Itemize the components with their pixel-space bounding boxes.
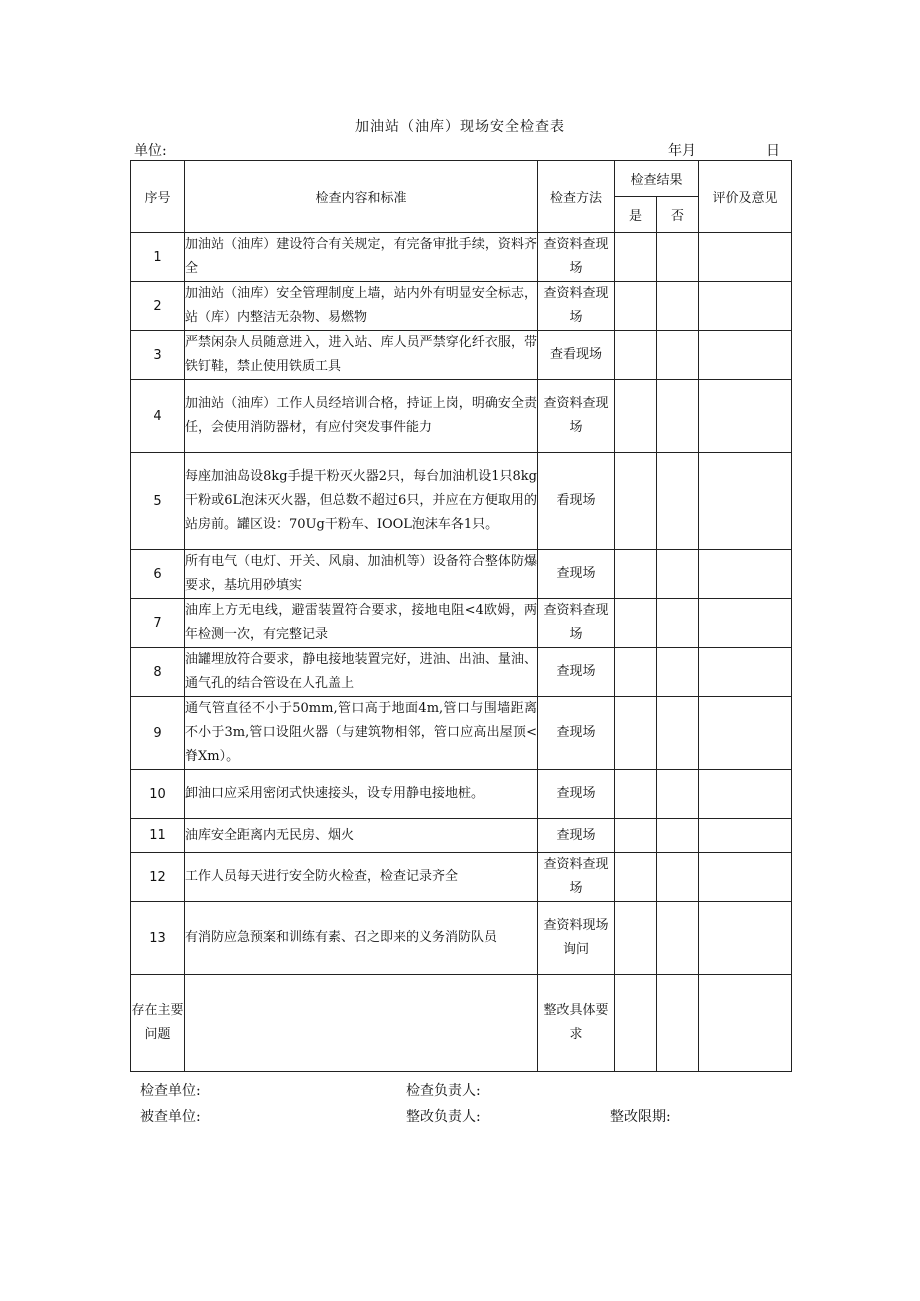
row-content: 所有电气（电灯、开关、风扇、加油机等）设备符合整体防爆要求，基坑用砂填实 [185,550,538,599]
table-row [131,282,792,331]
result-yes-cell[interactable] [615,550,657,599]
result-yes-cell[interactable] [615,770,657,819]
rectify-no-cell[interactable] [657,975,699,1072]
row-content: 油罐埋放符合要求，静电接地装置完好，进油、出油、量油、通气孔的结合管设在人孔盖上 [185,648,538,697]
comments-cell[interactable] [699,902,792,975]
row-content: 工作人员每天进行安全防火检查，检查记录齐全 [185,853,538,902]
result-no-cell[interactable] [657,233,699,282]
result-no-cell[interactable] [657,380,699,453]
row-number: 9 [131,697,185,770]
row-method: 看现场 [538,453,615,550]
result-no-cell[interactable] [657,550,699,599]
comments-cell[interactable] [699,233,792,282]
header-seq: 序号 [131,161,185,233]
result-yes-cell[interactable] [615,233,657,282]
result-yes-cell[interactable] [615,648,657,697]
unit-date-line [134,140,790,158]
result-yes-cell[interactable] [615,902,657,975]
comments-cell[interactable] [699,453,792,550]
table-row [131,770,792,819]
row-method: 查现场 [538,550,615,599]
table-row [131,380,792,453]
row-content: 加油站（油库）工作人员经培训合格，持证上岗，明确安全责任，会使用消防器材，有应付突发事件能力 [185,380,538,453]
row-number: 5 [131,453,185,550]
issues-content-cell[interactable] [185,975,538,1072]
row-number: 4 [131,380,185,453]
row-number: 13 [131,902,185,975]
comments-cell[interactable] [699,697,792,770]
header-no: 否 [657,197,699,233]
result-yes-cell[interactable] [615,599,657,648]
row-method: 查资料查现场 [538,282,615,331]
rectify-yes-cell[interactable] [615,975,657,1072]
result-no-cell[interactable] [657,697,699,770]
row-number: 6 [131,550,185,599]
row-number: 12 [131,853,185,902]
row-number: 8 [131,648,185,697]
comments-cell[interactable] [699,770,792,819]
row-number: 2 [131,282,185,331]
row-method: 查资料查现场 [538,599,615,648]
result-no-cell[interactable] [657,648,699,697]
row-method: 查资料查现场 [538,853,615,902]
header-yes: 是 [615,197,657,233]
row-content: 加油站（油库）建设符合有关规定，有完备审批手续，资料齐全 [185,233,538,282]
row-method: 查资料查现场 [538,233,615,282]
result-yes-cell[interactable] [615,853,657,902]
result-no-cell[interactable] [657,819,699,853]
issues-row [131,975,792,1072]
inspect-unit-label: 检查单位: [140,1083,201,1099]
result-yes-cell[interactable] [615,331,657,380]
rectify-person-label: 整改负责人: [406,1109,481,1125]
row-method: 查现场 [538,648,615,697]
row-method: 查现场 [538,697,615,770]
comments-cell[interactable] [699,331,792,380]
row-content: 严禁闲杂人员随意进入，进入站、库人员严禁穿化纤衣服，带铁钉鞋，禁止使用铁质工具 [185,331,538,380]
table-row [131,599,792,648]
table-row [131,331,792,380]
row-content: 油库上方无电线，避雷装置符合要求，接地电阻<4欧姆，两年检测一次，有完整记录 [185,599,538,648]
row-method: 查现场 [538,819,615,853]
result-yes-cell[interactable] [615,453,657,550]
comments-cell[interactable] [699,380,792,453]
date-day: 日 [766,143,780,159]
date-year-month: 年月 [668,143,696,159]
result-yes-cell[interactable] [615,380,657,453]
row-content: 有消防应急预案和训练有素、召之即来的义务消防队员 [185,902,538,975]
comments-cell[interactable] [699,550,792,599]
result-no-cell[interactable] [657,770,699,819]
comments-cell[interactable] [699,819,792,853]
result-no-cell[interactable] [657,453,699,550]
result-yes-cell[interactable] [615,819,657,853]
header-content: 检查内容和标准 [185,161,538,233]
inspect-person-label: 检查负责人: [406,1083,481,1099]
table-row [131,648,792,697]
comments-cell[interactable] [699,282,792,331]
result-yes-cell[interactable] [615,282,657,331]
row-number: 11 [131,819,185,853]
row-method: 查现场 [538,770,615,819]
row-content: 卸油口应采用密闭式快速接头，设专用静电接地桩。 [185,770,538,819]
issues-label: 存在主要问题 [131,975,185,1072]
header-result: 检查结果 [615,161,699,197]
unit-label: 单位: [134,143,167,159]
table-row [131,819,792,853]
table-row [131,853,792,902]
inspected-unit-label: 被查单位: [140,1109,201,1125]
row-number: 3 [131,331,185,380]
row-method: 查看现场 [538,331,615,380]
result-no-cell[interactable] [657,331,699,380]
row-method: 查资料现场询问 [538,902,615,975]
rectify-label: 整改具体要求 [538,975,615,1072]
comments-cell[interactable] [699,853,792,902]
footer-line-2 [134,1106,790,1126]
row-content: 每座加油岛设8kg手提干粉灭火器2只，每台加油机设1只8kg干粉或6L泡沫灭火器，但总数不超过6只，并应在方便取用的站房前。罐区设：70Ug干粉车、IOOL泡沫车各1只。 [185,453,538,550]
page-title: 加油站（油库）现场安全检查表 [355,119,565,135]
result-no-cell[interactable] [657,282,699,331]
row-content: 油库安全距离内无民房、烟火 [185,819,538,853]
table-row [131,233,792,282]
row-number: 1 [131,233,185,282]
footer-line-1 [134,1080,790,1100]
table-row [131,697,792,770]
row-number: 7 [131,599,185,648]
row-content: 加油站（油库）安全管理制度上墙，站内外有明显安全标志，站（库）内整洁无杂物、易燃物 [185,282,538,331]
result-yes-cell[interactable] [615,697,657,770]
comments-cell[interactable] [699,599,792,648]
result-no-cell[interactable] [657,599,699,648]
header-method: 检查方法 [538,161,615,233]
row-content: 通气管直径不小于50mm,管口高于地面4m,管口与围墙距离不小于3m,管口设阻火器（与建筑物相邻，管口应高出屋顶<脊Xm）。 [185,697,538,770]
row-number: 10 [131,770,185,819]
table-row [131,453,792,550]
table-row [131,902,792,975]
table-row [131,550,792,599]
deadline-label: 整改限期: [610,1109,671,1125]
rectify-comments-cell[interactable] [699,975,792,1072]
row-method: 查资料查现场 [538,380,615,453]
result-no-cell[interactable] [657,902,699,975]
result-no-cell[interactable] [657,853,699,902]
header-row-1 [131,161,792,197]
header-comments: 评价及意见 [699,161,792,233]
inspection-table [130,160,792,1072]
comments-cell[interactable] [699,648,792,697]
